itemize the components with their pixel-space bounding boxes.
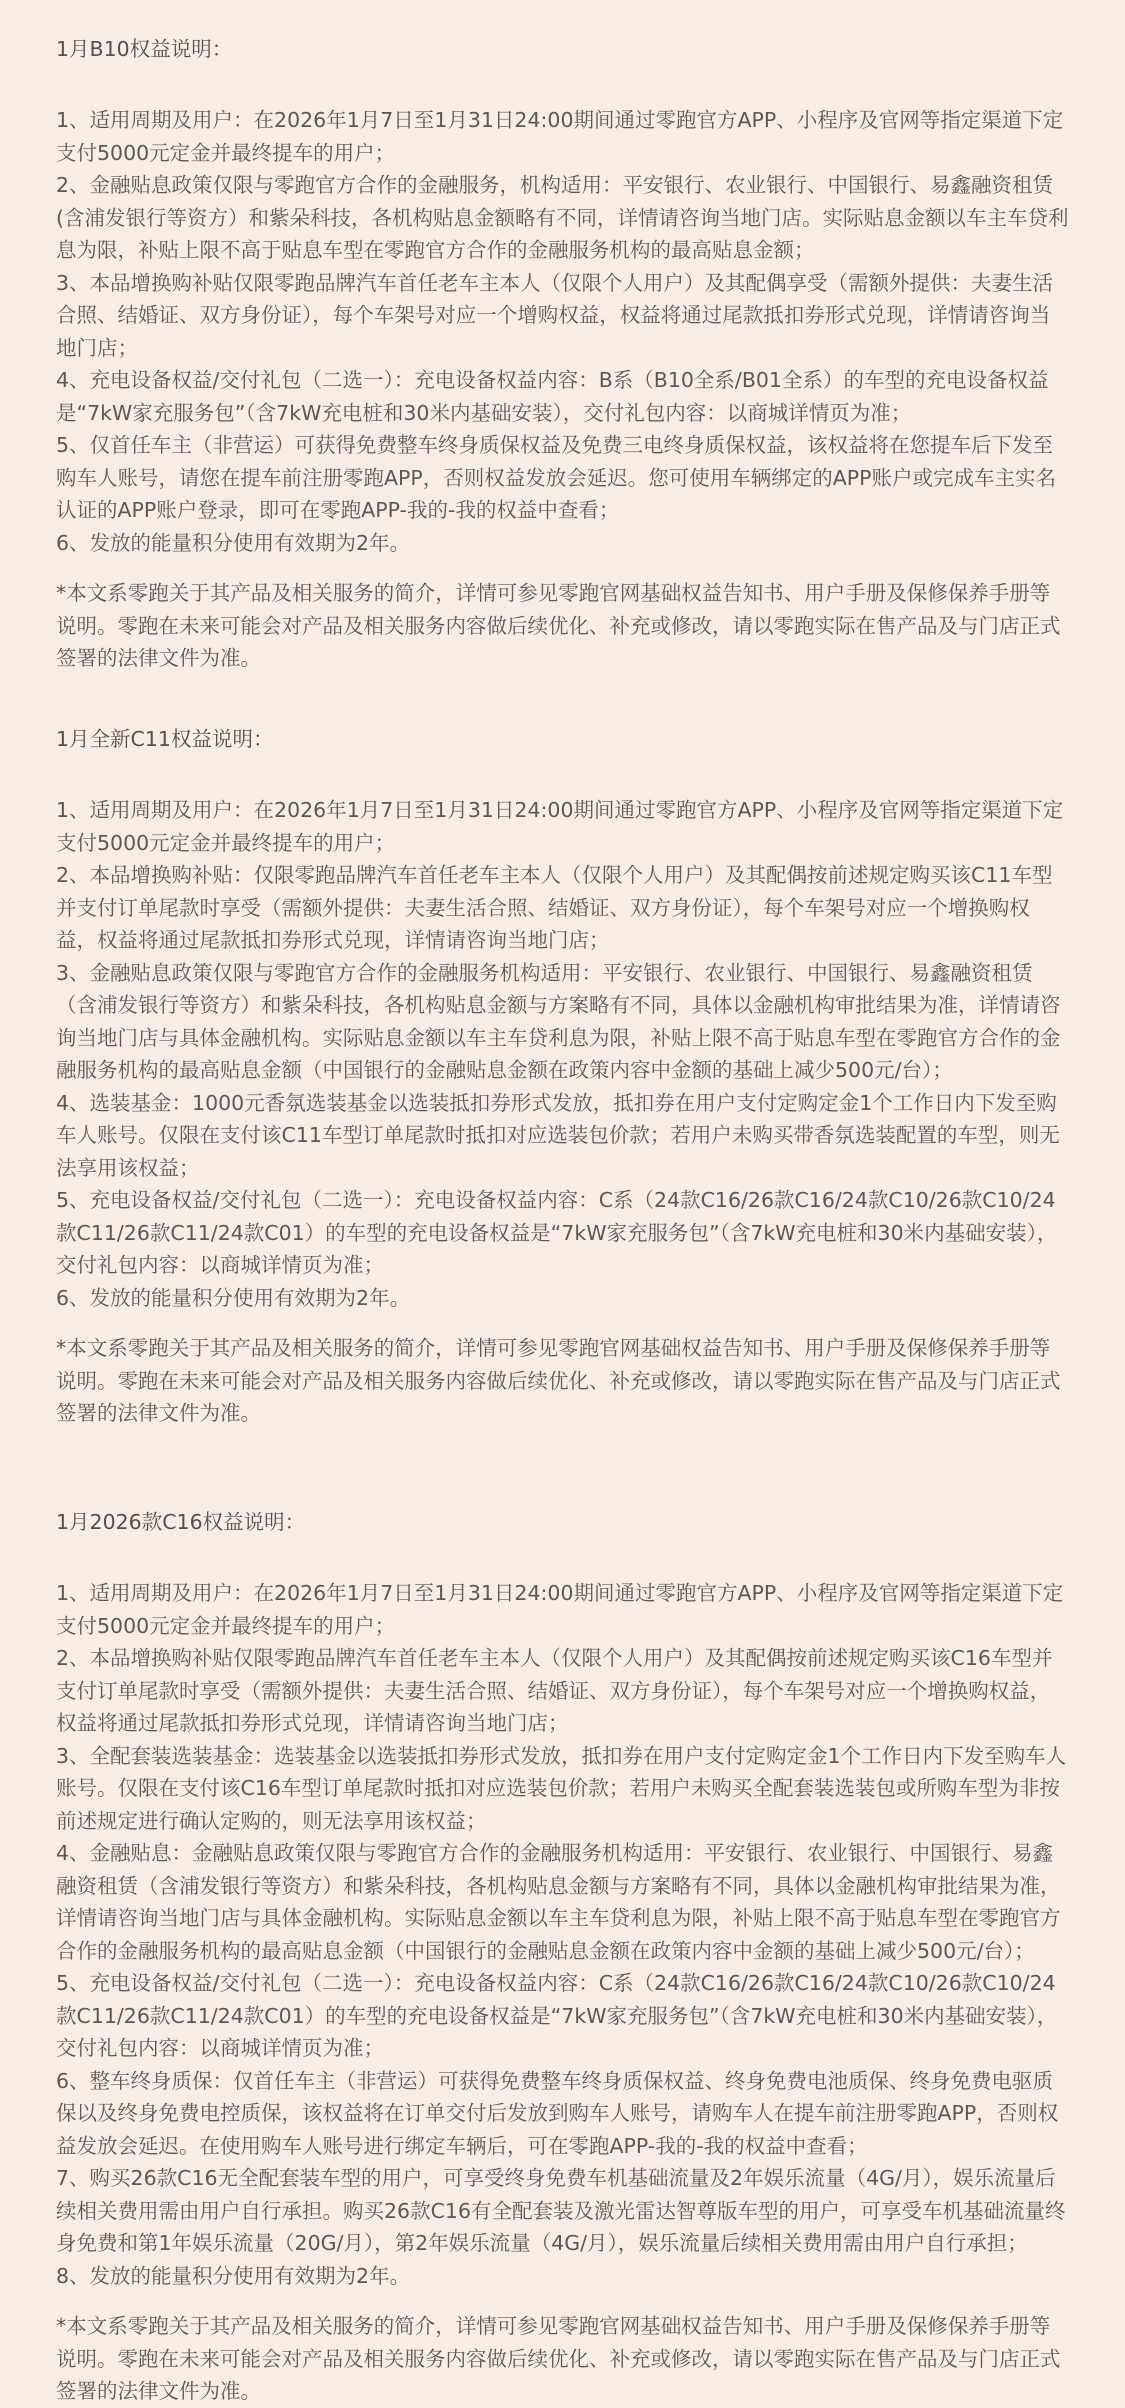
benefit-item: 6、发放的能量积分使用有效期为2年。: [56, 1285, 411, 1310]
benefit-item: 6、整车终身质保：仅首任车主（非营运）可获得免费整车终身质保权益、终身免费电池质保、终身免费电驱质保以及终身免费电控质保，该权益将在订单交付后发放到购车人账号，请购车人在提车前注册零跑APP，否则权益发放会延迟。在使用购车人账号进行绑定车辆后，可在零跑APP-我的-我的权益中查看；: [56, 2068, 1059, 2158]
benefit-list: [56, 794, 1069, 1314]
benefit-list: [56, 1577, 1069, 2292]
benefit-item: 4、充电设备权益/交付礼包（二选一）：充电设备权益内容：B系（B10全系/B01全系）的车型的充电设备权益是“7kW家充服务包”（含7kW充电桩和30米内基础安装），交付礼包内容：以商城详情页为准；: [56, 368, 1049, 425]
benefit-item: 4、选装基金：1000元香氛选装基金以选装抵扣券形式发放，抵扣券在用户支付定购定金1个工作日内下发至购车人账号。仅限在支付该C11车型订单尾款时抵扣对应选装包价款；若用户未购买带香氛选装配置的车型，则无法享用该权益；: [56, 1090, 1060, 1180]
section-title: 1月B10权益说明：: [56, 37, 233, 61]
benefit-item: 5、仅首任车主（非营运）可获得免费整车终身质保权益及免费三电终身质保权益，该权益将在您提车后下发至购车人账号，请您在提车前注册零跑APP，否则权益发放会延迟。您可使用车辆绑定的APP账户或完成车主实名认证的APP账户登录，即可在零跑APP-我的-我的权益中查看；: [56, 433, 1056, 522]
benefit-item: 6、发放的能量积分使用有效期为2年。: [56, 530, 411, 555]
section-title: 1月2026款C16权益说明：: [56, 1510, 306, 1534]
disclaimer-note: *本文系零跑关于其产品及相关服务的简介，详情可参见零跑官网基础权益告知书、用户手册及保修保养手册等说明。零跑在未来可能会对产品及相关服务内容做后续优化、补充或修改，请以零跑实际在售产品及与门店正式签署的法律文件为准。: [56, 2314, 1061, 2403]
benefit-item: 1、适用周期及用户：在2026年1月7日至1月31日24:00期间通过零跑官方APP、小程序及官网等指定渠道下定支付5000元定金并最终提车的用户；: [56, 1581, 1064, 1638]
disclaimer-note: *本文系零跑关于其产品及相关服务的简介，详情可参见零跑官网基础权益告知书、用户手册及保修保养手册等说明。零跑在未来可能会对产品及相关服务内容做后续优化、补充或修改，请以零跑实际在售产品及与门店正式签署的法律文件为准。: [56, 1336, 1061, 1425]
c16-benefits-section: [56, 1503, 1069, 2408]
benefit-item: 8、发放的能量积分使用有效期为2年。: [56, 2263, 411, 2288]
benefit-item: 2、本品增换购补贴：仅限零跑品牌汽车首任老车主本人（仅限个人用户）及其配偶按前述规定购买该C11车型并支付订单尾款时享受（需额外提供：夫妻生活合照、结婚证、双方身份证），每个车架号对应一个增换购权益，权益将通过尾款抵扣券形式兑现，详情请咨询当地门店；: [56, 863, 1053, 952]
benefit-list: [56, 104, 1069, 559]
benefit-item: 7、购买26款C16无全配套装车型的用户，可享受终身免费车机基础流量及2年娱乐流量（4G/月），娱乐流量后续相关费用需由用户自行承担。购买26款C16有全配套装及激光雷达智尊版车型的用户，可享受车机基础流量终身免费和第1年娱乐流量（20G/月），第2年娱乐流量（4G/月），娱乐流量后续相关费用需由用户自行承担；: [56, 2166, 1066, 2255]
c11-benefits-section: [56, 720, 1069, 1503]
section-title: 1月全新C11权益说明：: [56, 727, 274, 751]
benefit-item: 3、全配套装选装基金：选装基金以选装抵扣券形式发放，抵扣券在用户支付定购定金1个工作日内下发至购车人账号。仅限在支付该C16车型订单尾款时抵扣对应选装包价款；若用户未购买全配套装选装包或所购车型为非按前述规定进行确认定购的，则无法享用该权益；: [56, 1743, 1067, 1833]
benefit-item: 5、充电设备权益/交付礼包（二选一）：充电设备权益内容：C系（24款C16/26款C16/24款C10/26款C10/24款C11/26款C11/24款C01）的车型的充电设备权益是“7kW家充服务包”（含7kW充电桩和30米内基础安装），交付礼包内容：以商城详情页为准；: [56, 1971, 1058, 2060]
benefit-item: 3、金融贴息政策仅限与零跑官方合作的金融服务机构适用：平安银行、农业银行、中国银行、易鑫融资租赁（含浦发银行等资方）和紫朵科技，各机构贴息金额与方案略有不同，具体以金融机构审批结果为准，详情请咨询当地门店与具体金融机构。实际贴息金额以车主车贷利息为限，补贴上限不高于贴息车型在零跑官方合作的金融服务机构的最高贴息金额（中国银行的金融贴息金额在政策内容中金额的基础上减少500元/台）；: [56, 960, 1061, 1082]
disclaimer-note: *本文系零跑关于其产品及相关服务的简介，详情可参见零跑官网基础权益告知书、用户手册及保修保养手册等说明。零跑在未来可能会对产品及相关服务内容做后续优化、补充或修改，请以零跑实际在售产品及与门店正式签署的法律文件为准。: [56, 581, 1061, 670]
benefit-item: 1、适用周期及用户：在2026年1月7日至1月31日24:00期间通过零跑官方APP、小程序及官网等指定渠道下定支付5000元定金并最终提车的用户；: [56, 108, 1064, 165]
benefit-item: 4、金融贴息：金融贴息政策仅限与零跑官方合作的金融服务机构适用：平安银行、农业银行、中国银行、易鑫融资租赁（含浦发银行等资方）和紫朵科技，各机构贴息金额与方案略有不同，具体以金融机构审批结果为准，详情请咨询当地门店与具体金融机构。实际贴息金额以车主车贷利息为限，补贴上限不高于贴息车型在零跑官方合作的金融服务机构的最高贴息金额（中国银行的金融贴息金额在政策内容中金额的基础上减少500元/台）；: [56, 1841, 1061, 1963]
b10-benefits-section: [56, 30, 1069, 720]
benefit-item: 2、金融贴息政策仅限与零跑官方合作的金融服务，机构适用：平安银行、农业银行、中国银行、易鑫融资租赁(含浦发银行等资方）和紫朵科技，各机构贴息金额略有不同，详情请咨询当地门店。实际贴息金额以车主车贷利息为限，补贴上限不高于贴息车型在零跑官方合作的金融服务机构的最高贴息金额；: [56, 173, 1069, 262]
benefit-item: 5、充电设备权益/交付礼包（二选一）：充电设备权益内容：C系（24款C16/26款C16/24款C10/26款C10/24款C11/26款C11/24款C01）的车型的充电设备权益是“7kW家充服务包”（含7kW充电桩和30米内基础安装），交付礼包内容：以商城详情页为准；: [56, 1188, 1058, 1277]
benefit-item: 2、本品增换购补贴仅限零跑品牌汽车首任老车主本人（仅限个人用户）及其配偶按前述规定购买该C16车型并支付订单尾款时享受（需额外提供：夫妻生活合照、结婚证、双方身份证），每个车架号对应一个增换购权益，权益将通过尾款抵扣券形式兑现，详情请咨询当地门店；: [56, 1646, 1053, 1735]
benefit-item: 1、适用周期及用户：在2026年1月7日至1月31日24:00期间通过零跑官方APP、小程序及官网等指定渠道下定支付5000元定金并最终提车的用户；: [56, 798, 1064, 855]
benefit-item: 3、本品增换购补贴仅限零跑品牌汽车首任老车主本人（仅限个人用户）及其配偶享受（需额外提供：夫妻生活合照、结婚证、双方身份证），每个车架号对应一个增购权益，权益将通过尾款抵扣券形式兑现，详情请咨询当地门店；: [56, 270, 1054, 360]
